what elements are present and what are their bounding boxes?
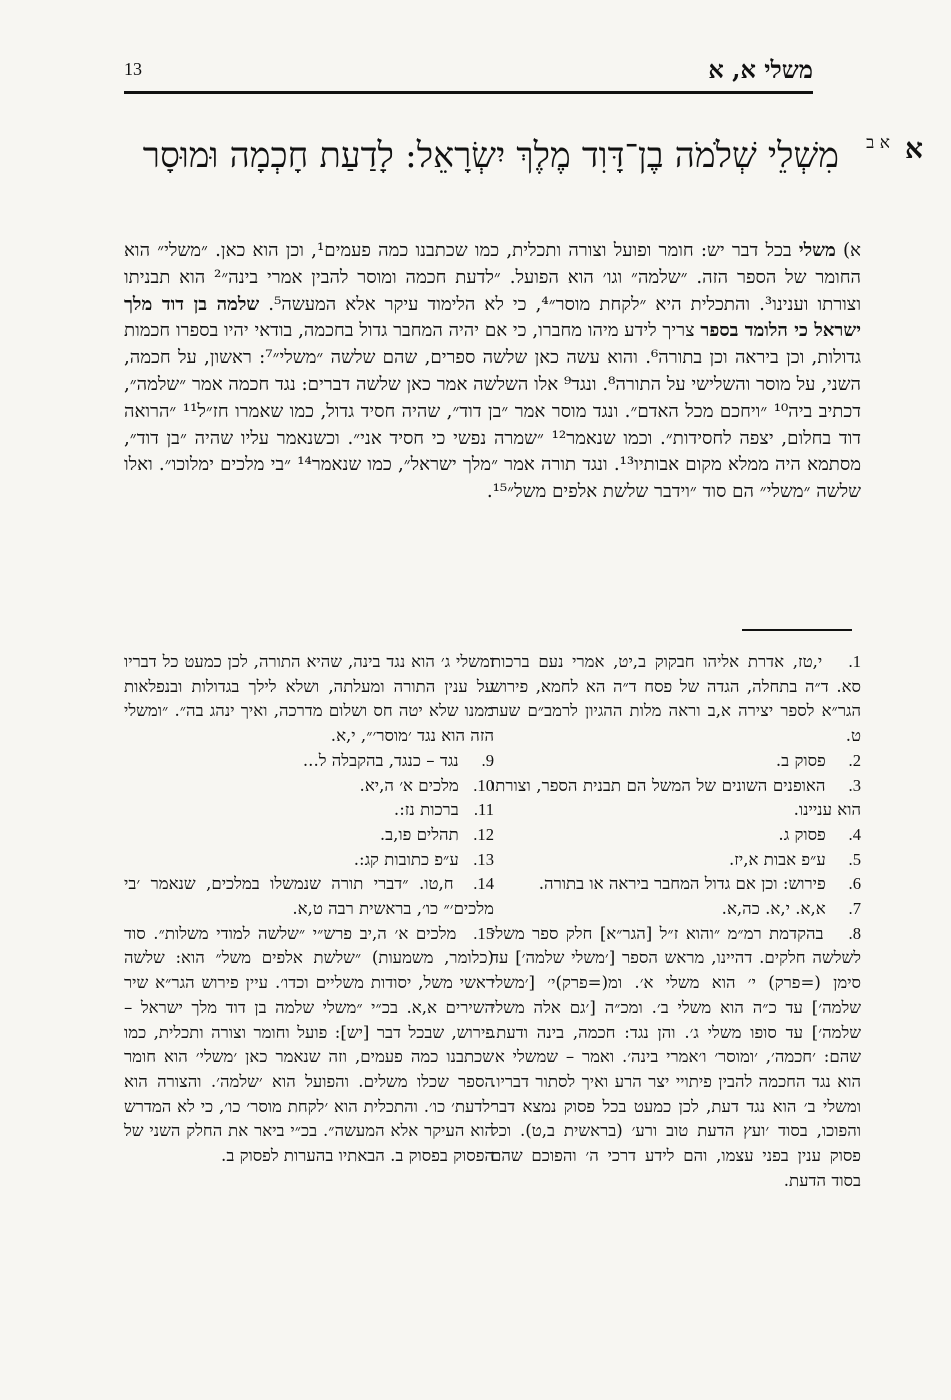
commentary-bold-phrase: שלמה בן דוד מלך ישראל כי הלומד בספר [124, 293, 861, 342]
footnote-number: 14. [473, 874, 494, 894]
footnote-text: האופנים השונים של המשל הם תבנית הספר, וצורתו הוא עניינו. [491, 775, 861, 820]
footnote [491, 774, 861, 823]
footnote [124, 872, 494, 921]
footnote [491, 922, 861, 1194]
page-number: 13 [124, 59, 142, 79]
footnote-text: א,א. י,א. כה,א. [721, 899, 826, 919]
footnote-number: 11. [473, 800, 494, 820]
footnote [124, 848, 494, 873]
footnote [124, 922, 494, 1169]
commentary-part-1: בכל דבר יש: חומר ופועל וצורה ותכלית, כמו שכתבנו כמה פעמים¹, וכן הוא כאן. ״משלי״ הוא החומר של הספר הזה. ״שלמה״ וגו׳ הוא הפועל. ״לדעת חכמה ומוסר להבין אמרי בינה״² הוא תבניתו וצורתו וענינו³. והתכלית היא ״לקחת מוסר״⁴, כי לא הלימוד עיקר אלא המעשה⁵. [124, 240, 861, 315]
footnote [491, 872, 861, 897]
footnote-text: מלכים א׳ ה,יא. [359, 775, 459, 795]
footnote-number: 7. [848, 899, 861, 919]
footnote-text: ברכות נז:. [393, 800, 459, 820]
footnote-number: 10. [473, 775, 494, 795]
footnote [124, 749, 494, 774]
footnote-text: פסוק ב. [775, 750, 826, 770]
footnote-text: ומשלי ג׳ הוא נגד בינה, שהיא התורה, לכן כמעט כל דבריו על ענין התורה ומעלתה, ושלא לילך בגדולות ובנפלאות ממנו שלא יטה חס ושלום מדרכה, ואיך ינהג בה״. ״ומשלי הזה הוא נגד ׳מוסר׳״, י,א. [124, 652, 494, 746]
footnote-text: ע״פ אבות א,יז. [728, 849, 826, 869]
verse-text: מִשְׁלֵי שְׁלֹמֹה בֶן־דָּוִד מֶלֶךְ יִשְׂרָאֵל: לָדַעַת חָכְמָה וּמוּסָר [142, 136, 839, 176]
footnote-number: 4. [848, 824, 861, 844]
footnote [491, 897, 861, 922]
footnote-text: בהקדמת רמ״מ ״והוא ז״ל [הגר״א] חלק ספר משלי לשלשה חלקים. דהיינו, מראש הספר [׳משלי שלמה׳] עד סימן (=פרק) י׳ הוא משלי א׳. ומ(=פרק)י׳ [׳משלי שלמה׳] עד כ״ה הוא משלי ב׳. ומכ״ה [׳גם אלה משלי שלמה׳] עד סופו משלי ג׳. והן נגד: חכמה, בינה ודעת. שהם: ׳חכמה׳, ׳ומוסר׳ ו׳אמרי בינה׳. ואמר – שמשלי א׳ הוא נגד החכמה להבין פיתויי יצר הרע ואיך לסתור דבריו. ומשלי ב׳ הוא נגד דעת, לכן כמעט בכל פסוק נמצא דבר והפוכו, בסוד ׳ועץ הדעת טוב ורע׳ (בראשית ב,ט). וכל פסוק ענין בפני עצמו, והם לידע דרכי ה׳ והפוכם שהם בסוד הדעת. [491, 923, 861, 1190]
header-rule [124, 91, 813, 94]
verse-sub-numbers: א ב [866, 133, 890, 153]
main-commentary [124, 238, 861, 506]
footnote-number: 13. [473, 849, 494, 869]
footnote-number: 1. [848, 652, 861, 671]
footnote-separator [742, 629, 852, 631]
footnote-text: ע״פ כתובות קג:. [353, 849, 459, 869]
footnote-text: ח,טו. ״דברי תורה שנמשלו במלכים, שנאמר ׳בי מלכים׳״ כו׳, בראשית רבה ט,א. [124, 874, 494, 919]
footnote [124, 774, 494, 799]
footnote [491, 650, 861, 749]
running-title: משלי א, א [708, 55, 813, 84]
commentary-label: א) [842, 240, 861, 261]
footnote-number: 2. [848, 750, 861, 770]
footnotes-right-column [491, 650, 861, 1193]
chapter-marker: א [905, 132, 923, 165]
footnote-continuation [124, 650, 494, 749]
footnote [491, 823, 861, 848]
footnote-text: נגד – כנגד, בהקבלה ל... [302, 750, 459, 770]
footnote [491, 848, 861, 873]
footnote [491, 749, 861, 774]
footnote-text: פירוש: וכן אם גדול המחבר ביראה או בתורה. [538, 874, 826, 894]
commentary-lead-word: משלי [798, 240, 836, 261]
commentary-part-2: צריך לידע מיהו מחברו, כי אם יהיה המחבר גדול בחכמה, בודאי יהיו בספרו חכמות גדולות, וכן ביראה וכן בתורה⁶. והוא עשה כאן שלשה ספרים, שהם שלשה ״משלי״⁷: ראשון, על חכמה, השני, על מוסר והשלישי על התורה⁸. ונגד⁹ אלו השלשה אמר כאן שלשה דברים: נגד חכמה אמר ״שלמה״, דכתיב ביה¹⁰ ״ויחכם מכל האדם״. ונגד מוסר אמר ״בן דוד״, שהיה חסיד גדול, כמו שאמרו חז״ל¹¹ ״הרואה דוד בחלום, יצפה לחסידות״. וכמו שנאמר¹² ״שמרה נפשי כי חסיד אני״. וכשנאמר עליו שהיה ״בן דוד״, מסתמא היה ממלא מקום אבותיו¹³. ונגד תורה אמר ״מלך ישראל״, כמו שנאמר¹⁴ ״בי מלכים ימלוכו״. ואלו שלשה ״משלי״ הם סוד ״וידבר שלשת אלפים משל״¹⁵. [123, 320, 861, 503]
footnote-number: 5. [848, 849, 861, 869]
footnote-text: י,טז, אדרת אליהו חבקוק ב,יט, אמרי נעם ברכות סא. ד״ה בתחלה, הגדה של פסח ד״ה הא לחמא, פירוש הגר״א לספר יצירה א,ב וראה מלות ההגיון לרמב״ם שער ט. [491, 652, 861, 746]
footnote-number: 6. [848, 874, 861, 894]
footnote-number: 15. [473, 923, 494, 943]
footnote-number: 8. [848, 923, 861, 943]
footnote [124, 823, 494, 848]
running-header [124, 55, 813, 89]
footnote-number: 9. [481, 750, 494, 770]
footnote-text: פסוק ג. [778, 824, 826, 844]
footnote-text: תהלים פו,ב. [379, 824, 459, 844]
footnote-text: מלכים א׳ ה,יב פרש״י ״שלשה למודי משלות״. סוד (כלומר, משמעות) ״שלשת אלפים משל״ הוא: שלשה ראשי משל, יסודות משליים וכדו׳. עיין פירוש הגר״א שיר השירים א,א. בכ״י ״משלי שלמה בן דוד מלך ישראל – פירוש, שבכל דבר [יש]: פועל וחומר וצורה ותכלית, כמו שכתבנו כמה פעמים, וזה שנאמר כאן ׳משלי׳ הוא חומר הספר שכלו משלים. והפועל הוא ׳שלמה׳. והצורה הוא ׳לדעת׳ כו׳. והתכלית הוא ׳לקחת מוסר׳ כו׳, כי לא המדרש הוא העיקר אלא המעשה״. בכ״י ביאר את החלק השני של הפסוק בפסוק ב. הבאתיו בהערות לפסוק ב. [124, 923, 494, 1166]
footnote [124, 798, 494, 823]
footnote-number: 3. [848, 775, 861, 795]
footnotes-left-column [124, 650, 494, 1169]
footnote-number: 12. [473, 824, 494, 844]
